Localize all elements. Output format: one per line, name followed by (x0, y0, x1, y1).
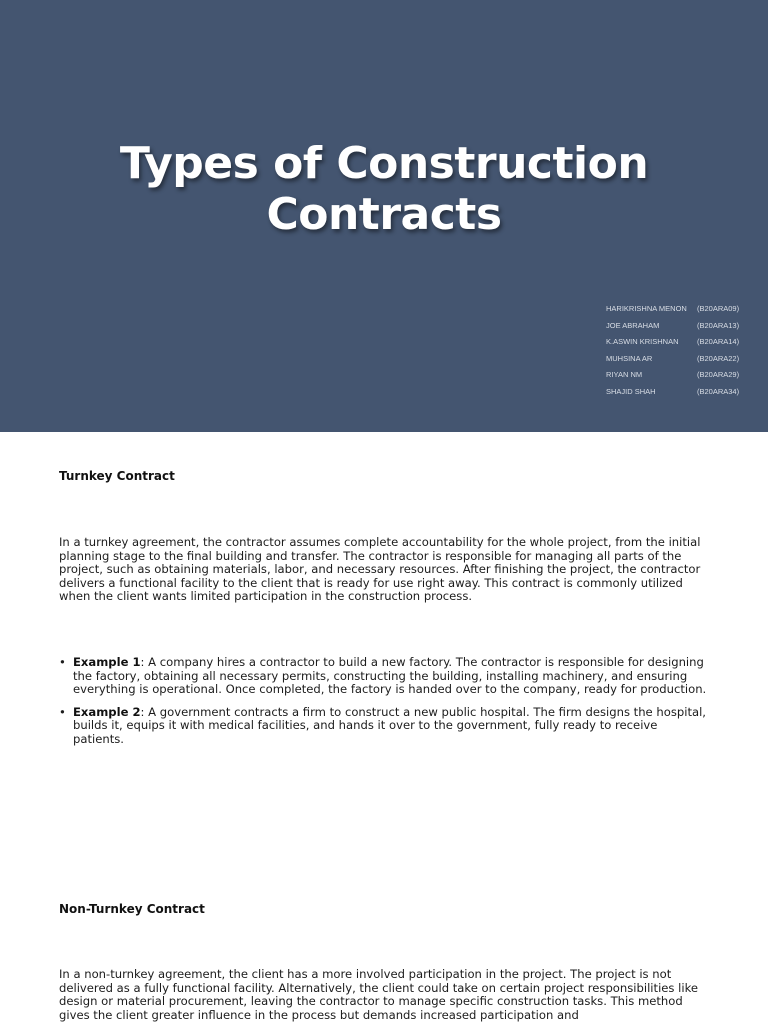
example-label: Example 1 (73, 655, 141, 669)
cover-slide (0, 0, 768, 432)
non-turnkey-paragraph: In a non-turnkey agreement, the client has a more involved participation in the project. The project is not delivered as a fully functional facility. Alternatively, the client could take on certain project responsibilities like design or material procurement, leaving the contractor to manage specific construction tasks. This method gives the client greater influence in the process but demands increased participation and (59, 967, 699, 1022)
author-row (606, 353, 756, 370)
author-id: (B20ARA22) (697, 353, 740, 363)
author-id: (B20ARA14) (697, 337, 740, 346)
author-row (606, 336, 756, 353)
example-text: : A government contracts a firm to construct a new public hospital. The firm designs the hospital, builds it, equips it with medical facilities, and hands it over to the government, fully ready to receive patients. (73, 704, 706, 746)
author-name: JOE ABRAHAM (606, 320, 660, 330)
title-line-2: Contracts (266, 189, 502, 240)
author-name: RIYAN NM (606, 370, 643, 379)
title-line-1: Types of Construction (119, 138, 649, 189)
author-row (606, 320, 756, 337)
bullet-icon: • (59, 655, 66, 669)
bullet-icon: • (59, 704, 66, 719)
author-row (606, 386, 756, 403)
author-id: (B20ARA29) (697, 370, 740, 379)
author-name: MUHSINA AR (606, 353, 653, 363)
author-id: (B20ARA34) (697, 386, 740, 396)
author-name: HARIKRISHNA MENON (606, 304, 687, 313)
author-name: K.ASWIN KRISHNAN (606, 337, 679, 346)
document-page (0, 432, 768, 1024)
list-item (59, 656, 711, 697)
author-name: SHAJID SHAH (606, 386, 656, 396)
example-label: Example 2 (73, 704, 141, 719)
turnkey-examples-list (59, 656, 711, 756)
author-list (606, 303, 756, 402)
list-item (59, 706, 711, 747)
author-row (606, 303, 756, 320)
author-row (606, 369, 756, 386)
section-heading-non-turnkey: Non-Turnkey Contract (59, 902, 205, 916)
author-id: (B20ARA09) (697, 304, 740, 313)
section-heading-turnkey: Turnkey Contract (59, 469, 175, 483)
turnkey-paragraph: In a turnkey agreement, the contractor assumes complete accountability for the whole project, from the initial planning stage to the final building and transfer. The contractor is responsible for managing all parts of the project, such as obtaining materials, labor, and necessary resources. After finishing the project, the contractor delivers a functional facility to the client that is ready for use right away. This contract is commonly utilized when the client wants limited participation in the construction process. (59, 535, 701, 604)
author-id: (B20ARA13) (697, 320, 740, 330)
example-text: : A company hires a contractor to build a new factory. The contractor is responsible for designing the factory, obtaining all necessary permits, constructing the building, installing machinery, and ensuring everything is operational. Once completed, the factory is handed over to the company, ready for production. (73, 655, 707, 697)
document-title (0, 138, 768, 240)
